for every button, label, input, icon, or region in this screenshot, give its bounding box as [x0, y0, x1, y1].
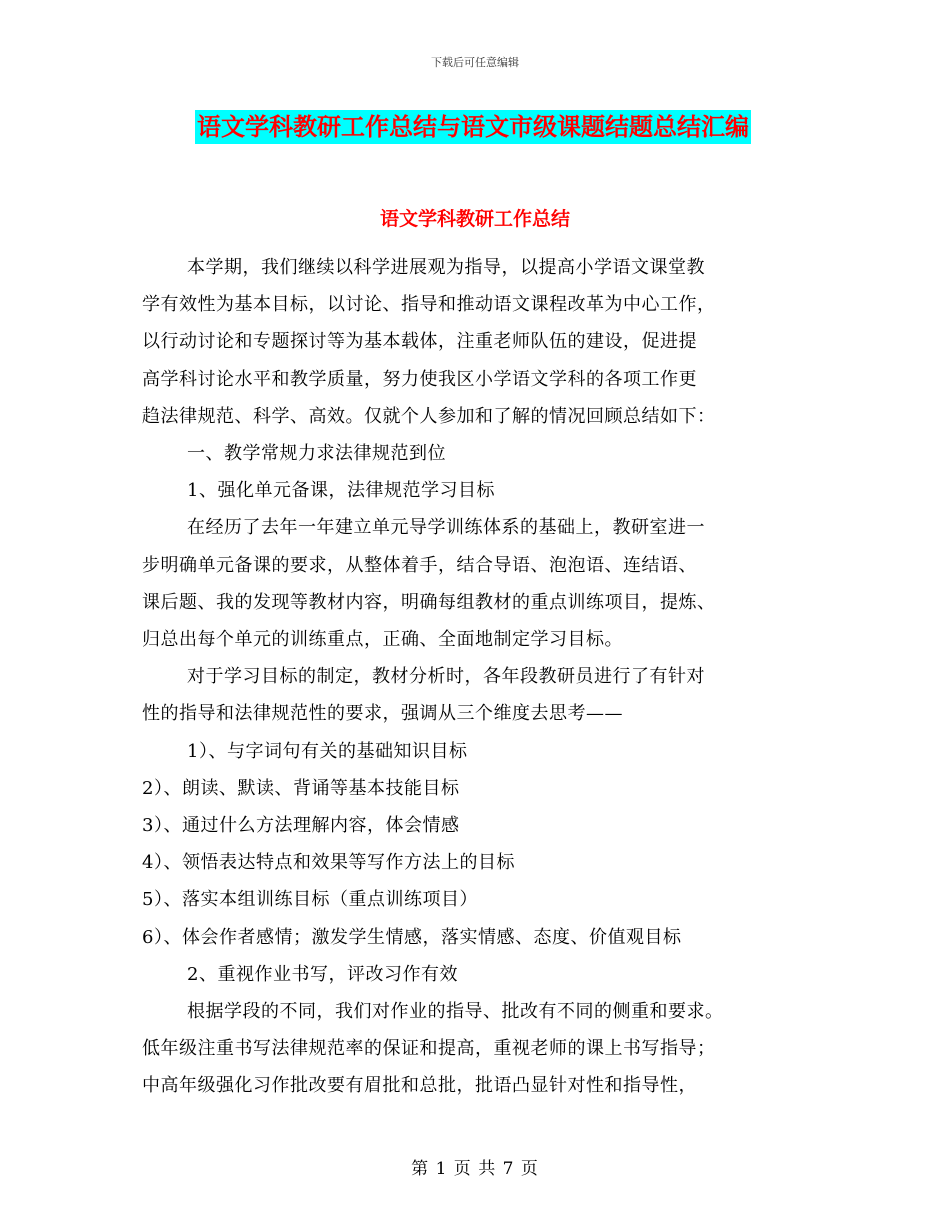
paragraph-line: 以行动讨论和专题探讨等为基本载体，注重老师队伍的建设，促进提 — [142, 331, 697, 353]
paragraph-line: 归总出每个单元的训练重点，正确、全面地制定学习目标。 — [142, 629, 623, 651]
paragraph-line: 趋法律规范、科学、高效。仅就个人参加和了解的情况回顾总结如下： — [142, 405, 716, 427]
list-item: 5）、落实本组训练目标（重点训练项目） — [142, 889, 478, 911]
subheading-line: 1、强化单元备课，法律规范学习目标 — [187, 480, 495, 502]
paragraph-line: 对于学习目标的制定，教材分析时，各年段教研员进行了有针对 — [187, 666, 705, 688]
paragraph-line: 在经历了去年一年建立单元导学训练体系的基础上，教研室进一 — [187, 517, 705, 539]
subheading-line: 2、重视作业书写，评改习作有效 — [187, 963, 458, 985]
list-item: 6）、体会作者感情；激发学生情感，落实情感、态度、价值观目标 — [142, 926, 682, 948]
page-number: 第 1 页 共 7 页 — [411, 1159, 539, 1179]
list-item: 3）、通过什么方法理解内容，体会情感 — [142, 815, 460, 837]
section-title: 语文学科教研工作总结 — [379, 208, 570, 230]
list-item: 4）、领悟表达特点和效果等写作方法上的目标 — [142, 852, 515, 874]
list-item: 2）、朗读、默读、背诵等基本技能目标 — [142, 777, 460, 799]
main-title: 语文学科教研工作总结与语文市级课题结题总结汇编 — [195, 110, 751, 144]
paragraph-line: 性的指导和法律规范性的要求，强调从三个维度去思考—— — [142, 703, 623, 725]
paragraph-line: 中高年级强化习作批改要有眉批和总批，批语凸显针对性和指导性， — [142, 1075, 697, 1097]
paragraph-line: 低年级注重书写法律规范率的保证和提高，重视老师的课上书写指导； — [142, 1038, 716, 1060]
heading-line: 一、教学常规力求法律规范到位 — [187, 443, 446, 465]
list-item: 1）、与字词句有关的基础知识目标 — [187, 740, 468, 762]
paragraph-line: 高学科讨论水平和教学质量，努力使我区小学语文学科的各项工作更 — [142, 368, 697, 390]
paragraph-line: 课后题、我的发现等教材内容，明确每组教材的重点训练项目，提炼、 — [142, 591, 716, 613]
body-text — [142, 249, 808, 1105]
paragraph-line: 本学期，我们继续以科学进展观为指导，以提高小学语文课堂教 — [187, 257, 705, 278]
paragraph-line: 学有效性为基本目标，以讨论、指导和推动语文课程改革为中心工作， — [142, 294, 716, 316]
header-note: 下载后可任意编辑 — [431, 56, 519, 69]
paragraph-line: 步明确单元备课的要求，从整体着手，结合导语、泡泡语、连结语、 — [142, 554, 697, 576]
paragraph-line: 根据学段的不同，我们对作业的指导、批改有不同的侧重和要求。 — [187, 1001, 724, 1023]
